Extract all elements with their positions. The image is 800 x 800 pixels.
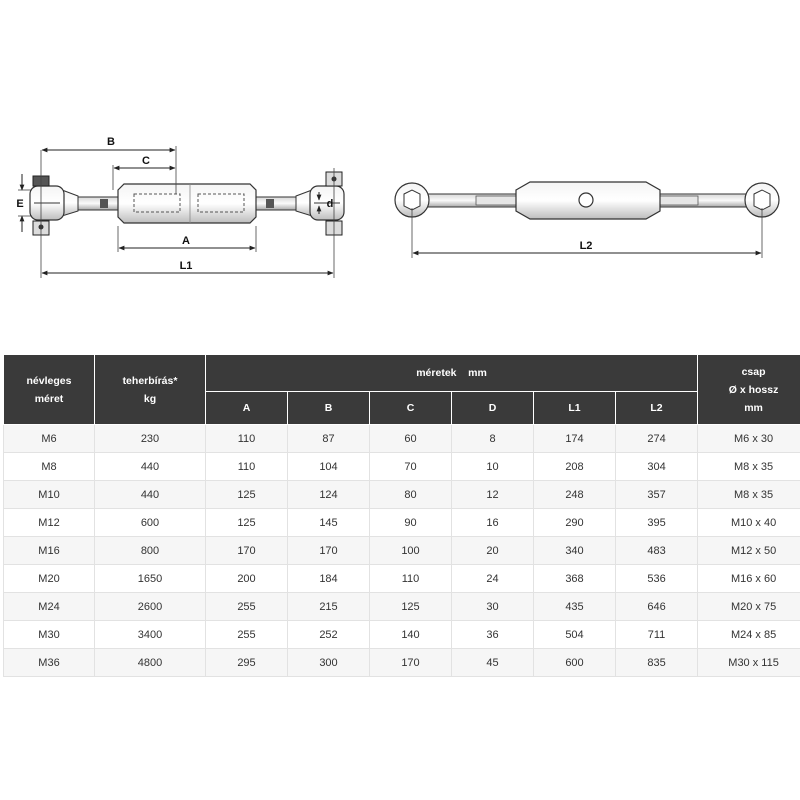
cell-size: M20	[4, 565, 95, 593]
cell-d: 12	[452, 481, 534, 509]
cell-l2: 711	[616, 621, 698, 649]
label-a: A	[182, 235, 190, 247]
label-d: d	[326, 198, 334, 210]
cell-size: M24	[4, 593, 95, 621]
cell-a: 255	[206, 593, 288, 621]
cell-load: 3400	[95, 621, 206, 649]
cell-l1: 504	[534, 621, 616, 649]
cell-b: 104	[288, 453, 370, 481]
header-b: B	[288, 392, 370, 425]
technical-drawing	[0, 0, 800, 340]
cell-load: 2600	[95, 593, 206, 621]
cell-b: 124	[288, 481, 370, 509]
eye-left-thread	[476, 196, 516, 205]
cell-l2: 835	[616, 649, 698, 677]
cell-c: 70	[370, 453, 452, 481]
header-a: A	[206, 392, 288, 425]
cell-l2: 274	[616, 425, 698, 453]
cell-pin: M6 x 30	[698, 425, 800, 453]
header-size-line-1: névleges	[26, 374, 72, 387]
cell-b: 184	[288, 565, 370, 593]
cell-c: 90	[370, 509, 452, 537]
cell-c: 80	[370, 481, 452, 509]
cell-d: 16	[452, 509, 534, 537]
cell-size: M6	[4, 425, 95, 453]
header-d: D	[452, 392, 534, 425]
cell-l1: 248	[534, 481, 616, 509]
cell-d: 30	[452, 593, 534, 621]
cell-b: 215	[288, 593, 370, 621]
cell-load: 440	[95, 453, 206, 481]
cell-b: 145	[288, 509, 370, 537]
cell-pin: M8 x 35	[698, 453, 800, 481]
header-dimensions	[206, 355, 698, 392]
table-row	[4, 565, 800, 593]
header-l1: L1	[534, 392, 616, 425]
cell-a: 295	[206, 649, 288, 677]
cell-load: 230	[95, 425, 206, 453]
cell-d: 24	[452, 565, 534, 593]
header-size-line-2: méret	[34, 392, 64, 405]
table-row	[4, 453, 800, 481]
cell-l2: 304	[616, 453, 698, 481]
cell-size: M36	[4, 649, 95, 677]
cell-c: 100	[370, 537, 452, 565]
header-dimensions-text: méretek mm	[416, 367, 487, 379]
cell-load: 800	[95, 537, 206, 565]
cell-pin: M8 x 35	[698, 481, 800, 509]
cell-d: 45	[452, 649, 534, 677]
cell-pin: M24 x 85	[698, 621, 800, 649]
table-row	[4, 593, 800, 621]
left-thread-nub	[100, 199, 108, 208]
cell-l2: 357	[616, 481, 698, 509]
cell-pin: M16 x 60	[698, 565, 800, 593]
cell-a: 125	[206, 481, 288, 509]
eye-turnbuckle-drawing	[395, 182, 779, 258]
turnbuckle-drawings	[0, 0, 800, 340]
header-pin-line-2: Ø x hossz	[728, 383, 779, 396]
label-l2: L2	[579, 240, 593, 252]
header-pin-line-1: csap	[741, 365, 766, 378]
cell-b: 300	[288, 649, 370, 677]
cell-size: M10	[4, 481, 95, 509]
body-hole	[579, 193, 593, 207]
cell-l1: 174	[534, 425, 616, 453]
table-row	[4, 621, 800, 649]
turnbuckle-body	[118, 184, 256, 223]
cell-size: M8	[4, 453, 95, 481]
label-c: C	[142, 155, 150, 167]
cell-l2: 483	[616, 537, 698, 565]
header-size	[4, 355, 95, 425]
cell-l2: 646	[616, 593, 698, 621]
cell-l2: 536	[616, 565, 698, 593]
cell-l1: 600	[534, 649, 616, 677]
cell-size: M30	[4, 621, 95, 649]
cell-l1: 340	[534, 537, 616, 565]
cell-load: 440	[95, 481, 206, 509]
cell-c: 140	[370, 621, 452, 649]
table-row	[4, 509, 800, 537]
cell-a: 170	[206, 537, 288, 565]
cell-b: 170	[288, 537, 370, 565]
cell-b: 87	[288, 425, 370, 453]
right-eye-hole	[754, 190, 770, 210]
cell-pin: M12 x 50	[698, 537, 800, 565]
cell-pin: M10 x 40	[698, 509, 800, 537]
header-c: C	[370, 392, 452, 425]
header-l2: L2	[616, 392, 698, 425]
cell-size: M12	[4, 509, 95, 537]
table-row	[4, 649, 800, 677]
cell-pin: M30 x 115	[698, 649, 800, 677]
header-load-line-2: kg	[143, 392, 157, 405]
header-load-line-1: teherbírás*	[122, 374, 178, 387]
label-b: B	[107, 136, 115, 148]
table-row	[4, 537, 800, 565]
table-row	[4, 481, 800, 509]
cell-a: 200	[206, 565, 288, 593]
cell-c: 110	[370, 565, 452, 593]
cell-load: 600	[95, 509, 206, 537]
label-e: E	[16, 198, 24, 210]
cell-d: 36	[452, 621, 534, 649]
right-rod	[256, 197, 296, 210]
header-load	[95, 355, 206, 425]
cell-pin: M20 x 75	[698, 593, 800, 621]
spec-table-body	[4, 425, 800, 677]
left-rod	[78, 197, 118, 210]
header-pin-line-3: mm	[744, 401, 763, 414]
cell-size: M16	[4, 537, 95, 565]
cell-l1: 368	[534, 565, 616, 593]
cell-c: 60	[370, 425, 452, 453]
cell-l1: 435	[534, 593, 616, 621]
eye-right-thread	[658, 196, 698, 205]
spec-table	[3, 354, 800, 677]
jaw-turnbuckle-drawing	[16, 136, 344, 278]
cell-a: 110	[206, 453, 288, 481]
cell-d: 20	[452, 537, 534, 565]
header-pin	[698, 355, 800, 425]
cell-c: 170	[370, 649, 452, 677]
cell-l1: 290	[534, 509, 616, 537]
cell-d: 8	[452, 425, 534, 453]
cell-a: 125	[206, 509, 288, 537]
right-thread-nub	[266, 199, 274, 208]
left-eye-hole	[404, 190, 420, 210]
table-row	[4, 425, 800, 453]
cell-l2: 395	[616, 509, 698, 537]
cell-load: 1650	[95, 565, 206, 593]
cell-a: 110	[206, 425, 288, 453]
label-l1: L1	[179, 260, 193, 272]
cell-b: 252	[288, 621, 370, 649]
cell-load: 4800	[95, 649, 206, 677]
cell-d: 10	[452, 453, 534, 481]
cell-c: 125	[370, 593, 452, 621]
cell-l1: 208	[534, 453, 616, 481]
cell-a: 255	[206, 621, 288, 649]
